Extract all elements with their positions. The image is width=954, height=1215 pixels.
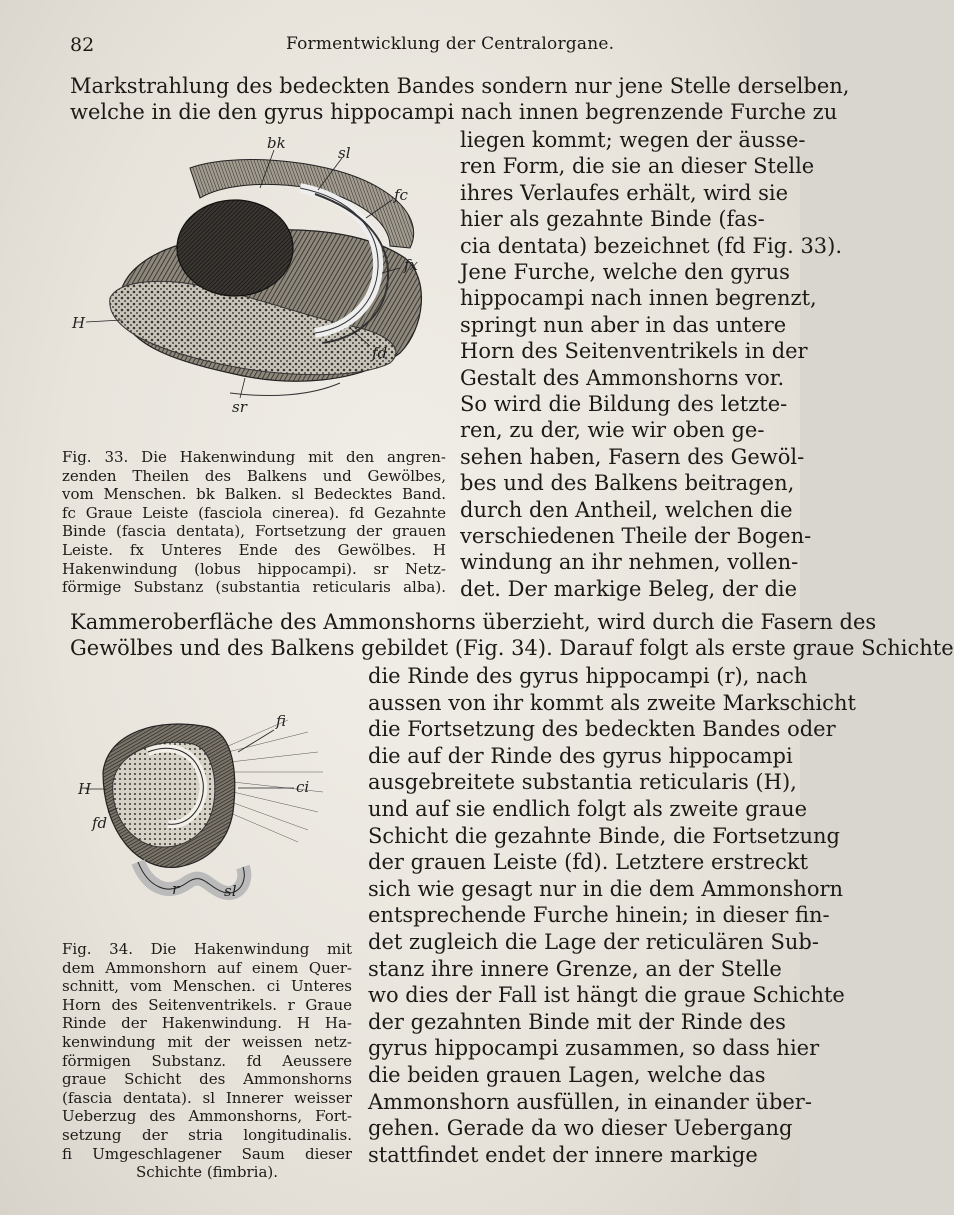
caption-line: Schichte (fimbria).: [135, 1163, 279, 1182]
body-line: Gewölbes und des Balkens gebildet (Fig. 34). Darauf folgt als erste graue Schichte: [70, 636, 954, 660]
body-line: det zugleich die Lage der reticulären Sub-: [368, 930, 819, 954]
caption-line: Binde (fascia dentata), Fortsetzung der grauen: [62, 522, 446, 541]
body-line: ausgebreitete substantia reticularis (H),: [368, 770, 797, 795]
body-line: aussen von ihr kommt als zweite Markschicht: [368, 690, 856, 715]
body-line: die beiden grauen Lagen, welche das: [368, 1063, 766, 1087]
caption-line: vom Menschen. bk Balken. sl Bedecktes Band.: [62, 485, 446, 504]
fig34-label-ci: ci: [296, 778, 310, 796]
body-line: durch den Antheil, welchen die: [460, 497, 793, 522]
body-line: und auf sie endlich folgt als zweite graue: [368, 797, 808, 821]
body-line: die Fortsetzung des bedeckten Bandes oder: [368, 717, 836, 742]
caption-line: Fig. 33. Die Hakenwindung mit den angren-: [62, 448, 446, 466]
body-line: So wird die Bildung des letzte-: [460, 392, 788, 416]
caption-line: Fig. 34. Die Hakenwindung mit: [62, 940, 352, 958]
caption-line: fc Graue Leiste (fasciola cinerea). fd Gezahnte: [62, 503, 446, 522]
body-line: Gestalt des Ammonshorns vor.: [460, 365, 785, 390]
caption-line: graue Schicht des Ammonshorns: [62, 1070, 352, 1089]
caption-line: (fascia dentata). sl Innerer weisser: [62, 1088, 352, 1107]
fig34-label-fd: fd: [92, 814, 108, 832]
body-line: entsprechende Furche hinein; in dieser fin-: [368, 903, 830, 928]
body-line: cia dentata) bezeichnet (fd Fig. 33).: [460, 233, 843, 258]
body-line: Jene Furche, welche den gyrus: [460, 260, 790, 284]
body-line: wo dies der Fall ist hängt die graue Schichte: [368, 983, 845, 1008]
body-line: ihres Verlaufes erhält, wird sie: [460, 180, 789, 205]
body-line: der gezahnten Binde mit der Rinde des: [368, 1009, 786, 1034]
caption-line: Rinde der Hakenwindung. H Ha-: [62, 1014, 352, 1033]
body-line: die Rinde des gyrus hippocampi (r), nach: [368, 664, 808, 688]
fig33-label-fc: fc: [394, 186, 408, 204]
body-line: gehen. Gerade da wo dieser Uebergang: [368, 1116, 793, 1141]
fig34-label-h: H: [78, 780, 92, 798]
caption-line: zenden Theilen des Balkens und Gewölbes,: [62, 466, 446, 485]
running-title: Formentwicklung der Centralorgane.: [286, 34, 615, 54]
page-number: 82: [70, 34, 95, 56]
body-line: ren, zu der, wie wir oben ge-: [460, 418, 765, 443]
caption-line: schnitt, vom Menschen. ci Unteres: [62, 977, 352, 996]
fig33-label-bk: bk: [267, 134, 286, 152]
caption-line: dem Ammonshorn auf einem Quer-: [62, 958, 352, 977]
caption-line: förmigen Substanz. fd Aeussere: [62, 1051, 352, 1070]
body-line: Schicht die gezahnte Binde, die Fortsetzung: [368, 823, 840, 848]
body-line: Ammonshorn ausfüllen, in einander über-: [368, 1089, 812, 1114]
fig33-label-h: H: [72, 314, 86, 332]
caption-line: Horn des Seitenventrikels. r Graue: [62, 995, 352, 1014]
body-line: bes und des Balkens beitragen,: [460, 471, 795, 496]
caption-line: Ueberzug des Ammonshorns, Fort-: [62, 1107, 352, 1126]
caption-line: Leiste. fx Unteres Ende des Gewölbes. H: [62, 541, 446, 559]
body-line: verschiedenen Theile der Bogen-: [460, 524, 812, 548]
body-line: det. Der markige Beleg, der die: [460, 576, 798, 601]
body-line: welche in die den gyrus hippocampi nach innen begrenzende Furche zu: [70, 100, 838, 124]
body-line: liegen kommt; wegen der äusse-: [460, 128, 806, 152]
body-line: Kammeroberfläche des Ammonshorns überzieht, wird durch die Fasern des: [70, 610, 877, 634]
fig34-label-fi: fi: [276, 712, 287, 730]
body-line: windung an ihr nehmen, vollen-: [460, 550, 799, 575]
figure-33-illustration: [60, 128, 460, 418]
fig33-label-fx: fx: [404, 256, 419, 274]
body-line: sich wie gesagt nur in die dem Ammonshorn: [368, 876, 844, 901]
body-line: stattfindet endet der innere markige: [368, 1142, 758, 1167]
body-line: gyrus hippocampi zusammen, so dass hier: [368, 1036, 820, 1061]
body-line: die auf der Rinde des gyrus hippocampi: [368, 743, 793, 768]
figure-34-illustration: [78, 712, 348, 912]
body-line: Markstrahlung des bedeckten Bandes sondern nur jene Stelle derselben,: [70, 74, 850, 98]
fig33-label-fd: fd: [372, 344, 388, 362]
body-line: hier als gezahnte Binde (fas-: [460, 207, 765, 232]
body-line: springt nun aber in das untere: [460, 312, 787, 337]
body-line: der grauen Leiste (fd). Letztere erstreckt: [368, 850, 809, 875]
caption-line: förmige Substanz (substantia reticularis alba).: [62, 578, 446, 597]
body-line: hippocampi nach innen begrenzt,: [460, 286, 817, 311]
caption-line: Hakenwindung (lobus hippocampi). sr Netz-: [62, 559, 446, 578]
body-line: stanz ihre innere Grenze, an der Stelle: [368, 956, 782, 981]
fig33-label-sr: sr: [232, 398, 247, 416]
caption-line: fi Umgeschlagener Saum dieser: [62, 1144, 352, 1163]
fig33-label-sl: sl: [338, 144, 351, 162]
body-line: sehen haben, Fasern des Gewöl-: [460, 444, 805, 469]
caption-line: setzung der stria longitudinalis.: [62, 1126, 352, 1144]
caption-line: kenwindung mit der weissen netz-: [62, 1033, 352, 1051]
body-line: Horn des Seitenventrikels in der: [460, 339, 808, 364]
fig34-label-sl: sl: [224, 882, 237, 900]
fig34-label-r: r: [172, 880, 180, 898]
body-line: ren Form, die sie an dieser Stelle: [460, 154, 815, 179]
